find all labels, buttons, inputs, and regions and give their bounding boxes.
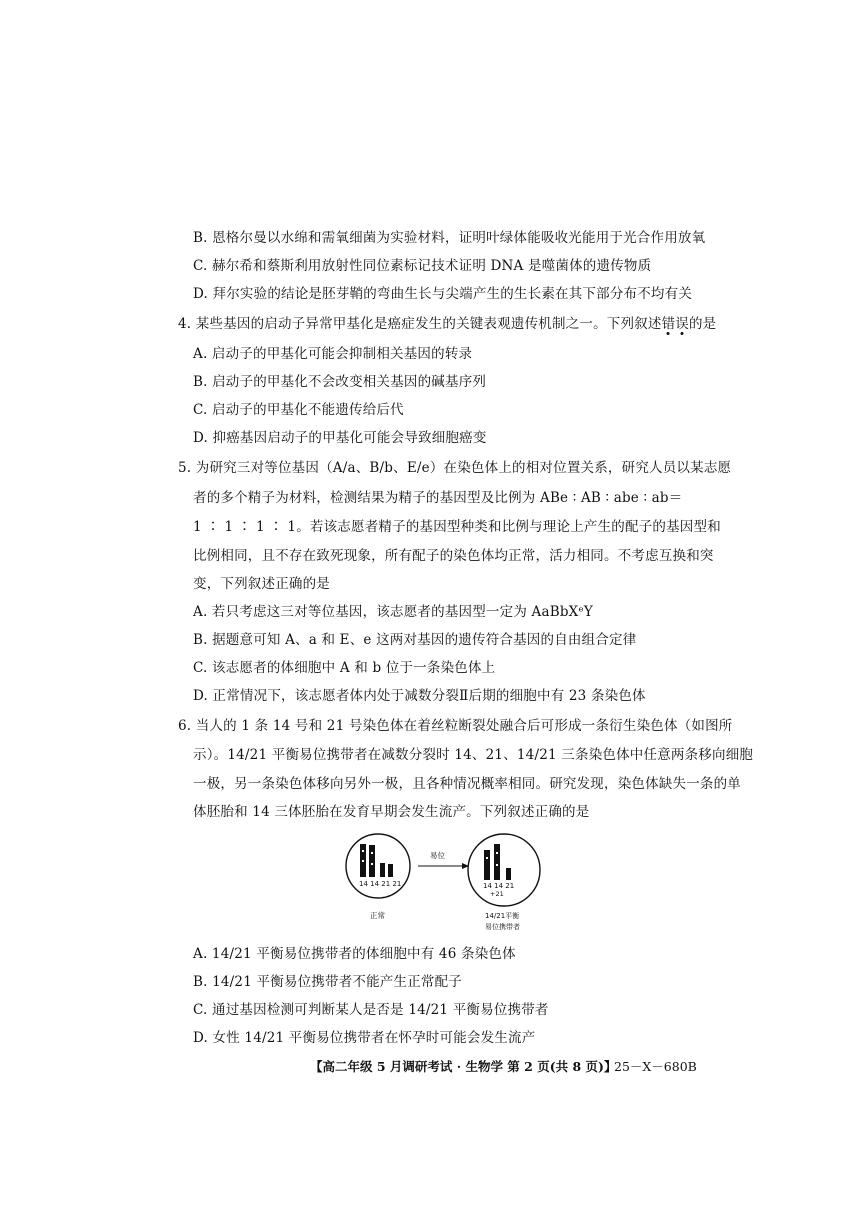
carrier-chromosome-labels: 14 14 21: [483, 882, 515, 890]
q5-stem-line-4: 比例相同，且不存在致死现象，所有配子的染色体均正常，活力相同。不考虑互换和突: [193, 548, 714, 564]
q6-stem-line-2: 示）。14/21 平衡易位携带者在减数分裂时 14、21、14/21 三条染色体中任意两条移向细胞: [193, 747, 754, 763]
q4-option-d: D. 抑癌基因启动子的甲基化可能会导致细胞癌变: [193, 430, 487, 446]
carrier-cell-outline: [468, 834, 540, 906]
q6-option-a: A. 14/21 平衡易位携带者的体细胞中有 46 条染色体: [193, 946, 516, 962]
translocation-figure: [340, 830, 560, 940]
q4-stem-text: 4. 某些基因的启动子异常甲基化是癌症发生的关键表观遗传机制之一。下列叙述: [178, 316, 662, 332]
carrier-caption-line-2: 易位携带者: [485, 923, 520, 931]
normal-chromosome-labels: 14 14 21 21: [359, 880, 402, 888]
carrier-chromosomes: [484, 844, 511, 880]
q5-stem-line-3: 1 ∶ 1 ∶ 1 ∶ 1。若该志愿者精子的基因型种类和比例与理论上产生的配子的基因型和: [193, 519, 721, 535]
normal-caption: 正常: [370, 911, 385, 920]
q6-stem-line-4: 体胚胎和 14 三体胚胎在发育早期会发生流产。下列叙述正确的是: [193, 804, 590, 820]
q5-option-a: A. 若只考虑这三对等位基因，该志愿者的基因型一定为 AaBbXᵉY: [193, 604, 594, 620]
q5-option-d: D. 正常情况下，该志愿者体内处于减数分裂Ⅱ后期的细胞中有 23 条染色体: [193, 688, 646, 704]
q5-stem-line-5: 变，下列叙述正确的是: [193, 576, 330, 592]
q6-stem-line-3: 一极，另一条染色体移向另外一极，且各种情况概率相同。研究发现，染色体缺失一条的单: [193, 776, 741, 792]
q4-stem-emphasis-1: [662, 316, 689, 332]
carrier-chromosome-sublabel: +21: [490, 890, 504, 898]
translocation-arrow-label: 易位: [430, 851, 445, 860]
q5-stem-line-1: 5. 为研究三对等位基因（A/a、B/b、E/e）在染色体上的相对位置关系，研究人员以某志愿: [178, 460, 732, 476]
q6-option-b: B. 14/21 平衡易位携带者不能产生正常配子: [193, 974, 462, 990]
normal-chromosomes: [360, 844, 393, 877]
q4-stem: [178, 314, 716, 334]
q5-option-b: B. 据题意可知 A、a 和 E、e 这两对基因的遗传符合基因的自由组合定律: [193, 632, 637, 648]
q4-option-b: B. 启动子的甲基化不会改变相关基因的碱基序列: [193, 374, 487, 390]
normal-cell-outline: [346, 834, 410, 898]
q6-option-d: D. 女性 14/21 平衡易位携带者在怀孕时可能会发生流产: [193, 1030, 536, 1046]
q5-option-c: C. 该志愿者的体细胞中 A 和 b 位于一条染色体上: [193, 660, 496, 676]
q3-option-b: B. 恩格尔曼以水绵和需氧细菌为实验材料，证明叶绿体能吸收光能用于光合作用放氧: [193, 230, 706, 246]
q4-stem-end: 的是: [688, 316, 717, 332]
carrier-caption-line-1: 14/21平衡: [485, 912, 520, 920]
q4-option-a: A. 启动子的甲基化可能会抑制相关基因的转录: [193, 346, 473, 362]
q4-option-c: C. 启动子的甲基化不能遗传给后代: [193, 402, 404, 418]
q6-option-c: C. 通过基因检测可判断某人是否是 14/21 平衡易位携带者: [193, 1002, 549, 1018]
q3-option-c: C. 赫尔希和蔡斯利用放射性同位素标记技术证明 DNA 是噬菌体的遗传物质: [193, 258, 652, 274]
q5-stem-line-2: 者的多个精子为材料，检测结果为精子的基因型及比例为 ABe ∶ AB ∶ abe ∶ ab＝: [193, 490, 683, 506]
q3-option-d: D. 拜尔实验的结论是胚芽鞘的弯曲生长与尖端产生的生长素在其下部分布不均有关: [193, 286, 693, 302]
page-footer-code: 25－X－680B: [614, 1059, 697, 1074]
page-footer-title: 【高二年级 5 月调研考试 · 生物学 第 2 页(共 8 页)】: [310, 1059, 617, 1074]
q6-stem-line-1: 6. 当人的 1 条 14 号和 21 号染色体在着丝粒断裂处融合后可形成一条衍生染色体（如图所: [178, 718, 733, 734]
q4-emphasis-char-2: 误: [675, 316, 689, 332]
q4-emphasis-char-1: 错: [661, 316, 676, 332]
